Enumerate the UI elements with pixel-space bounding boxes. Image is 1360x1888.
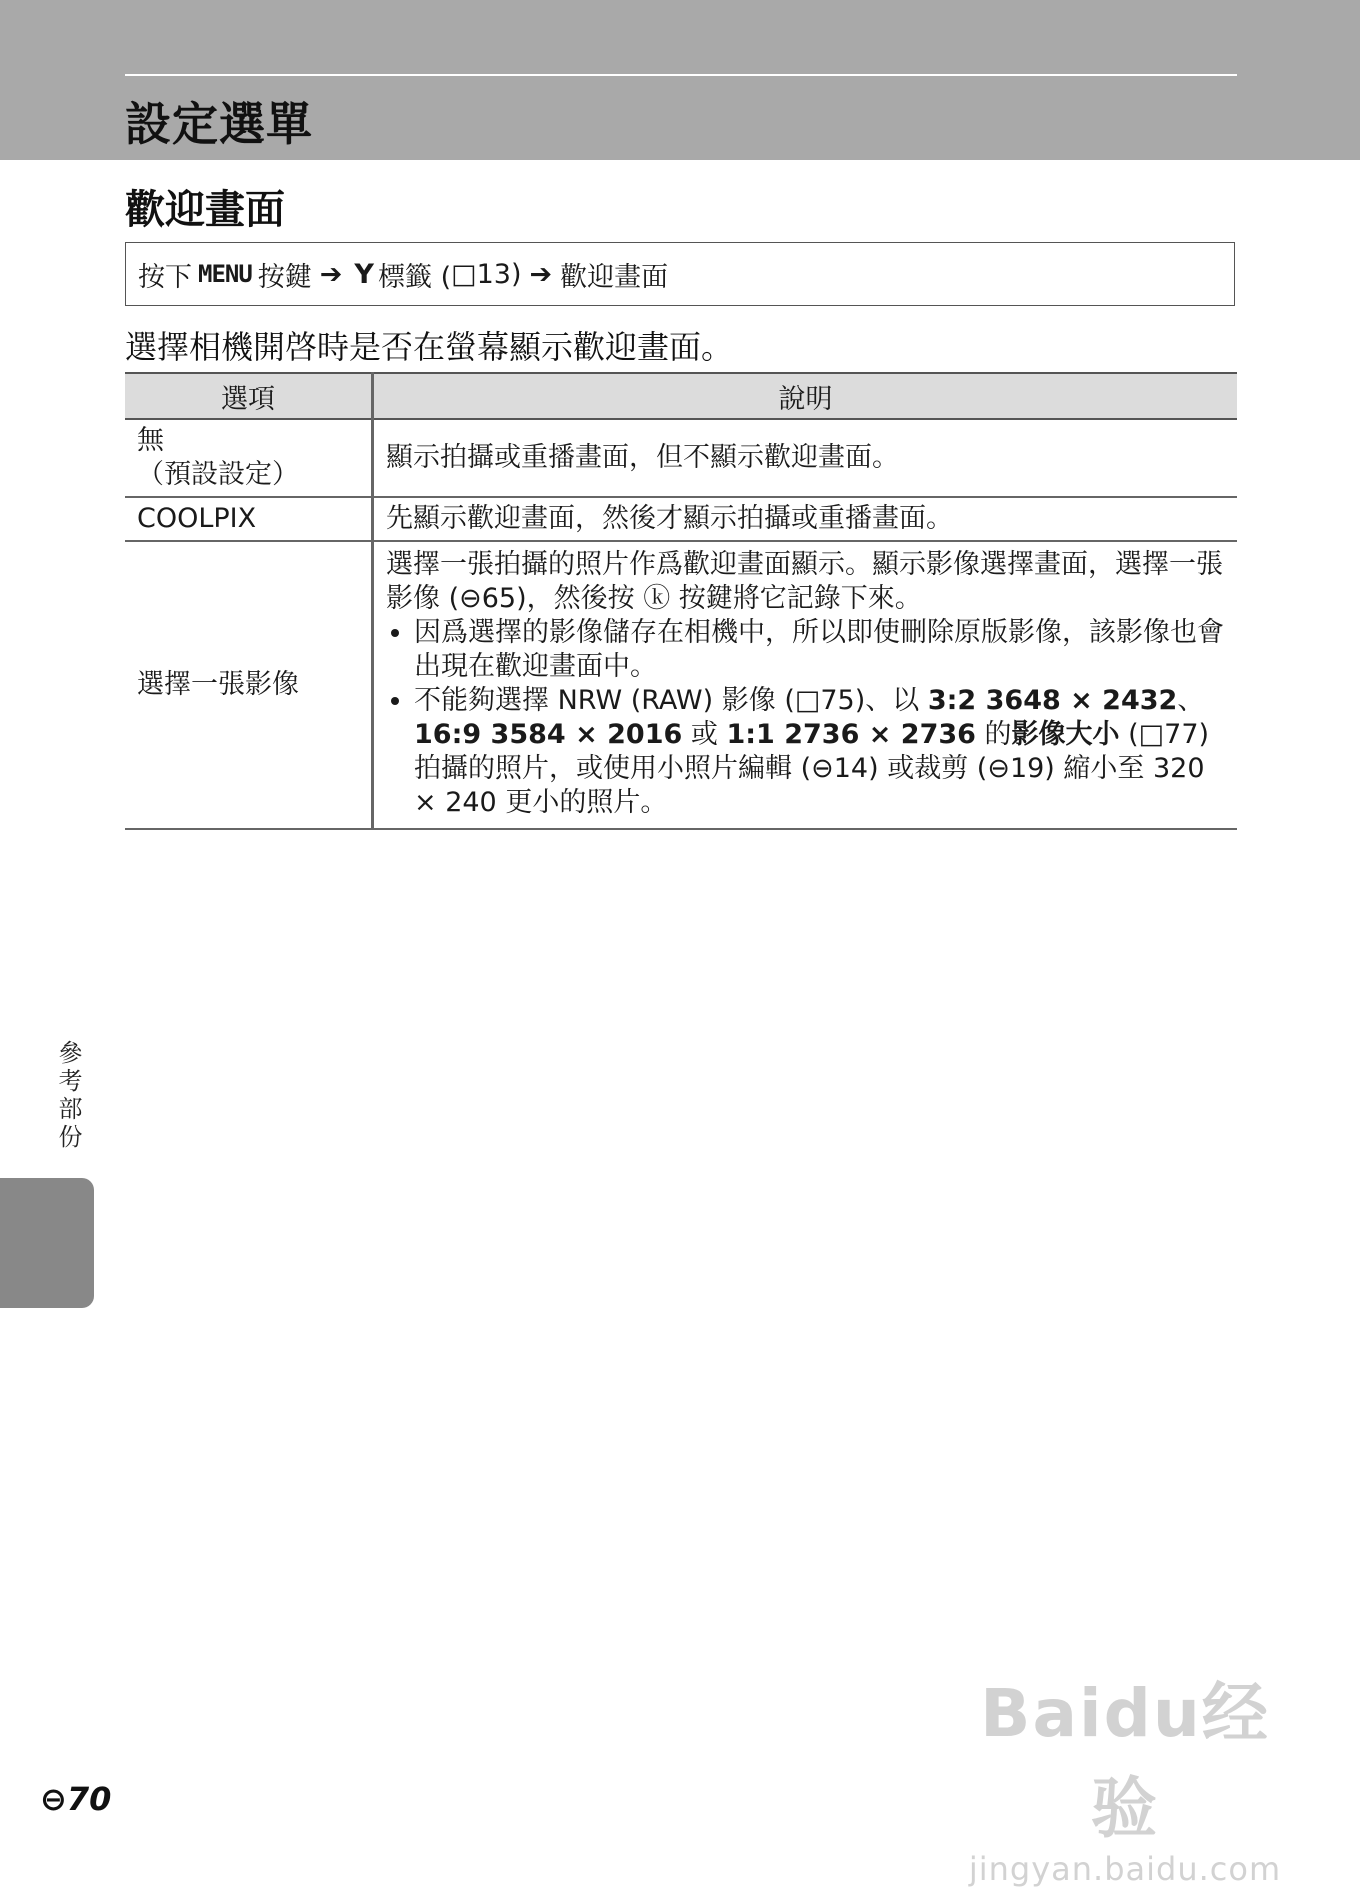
option-cell: 選擇一張影像 [125,541,373,829]
image-size-16-9: 16:9 3584 × 2016 [414,719,683,750]
column-header-description: 說明 [373,373,1238,419]
header-rule [125,74,1237,76]
list-item [414,684,1225,820]
chapter-title: 設定選單 [125,97,313,151]
nav-prefix: 按下 [138,261,192,293]
image-size-term: 影像大小 [1011,719,1120,750]
page-number: ⊖70 [40,1780,112,1818]
image-size-3-2: 3:2 3648 × 2432 [927,685,1178,716]
side-section-label: 參考部份 [54,1040,82,1152]
note-text: 不能夠選擇 NRW (RAW) 影像 (□75)、以 [414,685,928,716]
book-icon: □ [451,258,477,290]
nav-key-label: 按鍵 [257,261,312,293]
description-cell: 先顯示歡迎畫面，然後才顯示拍攝或重播畫面。 [373,497,1238,541]
nav-tab-label: 標籤 ( [377,261,452,293]
table-row [125,497,1237,541]
note-text: 或 [682,719,727,750]
option-note: （預設設定） [137,459,299,490]
option-cell [125,419,373,497]
section-title: 歡迎畫面 [125,187,285,233]
option-cell: COOLPIX [125,497,373,541]
column-header-option: 選項 [125,373,373,419]
description-cell: 顯示拍攝或重播畫面，但不顯示歡迎畫面。 [373,419,1238,497]
nav-target: 歡迎畫面 [560,261,669,293]
note-text: 的 [975,719,1012,750]
description-text: 選擇一張拍攝的照片作爲歡迎畫面顯示。顯示影像選擇畫面，選擇一張影像 (⊖65)，然後按 ⓚ 按鍵將它記錄下來。 [386,549,1223,614]
image-size-1-1: 1:1 2736 × 2736 [726,719,976,750]
watermark [965,1660,1285,1888]
list-item: • 因爲選擇的影像儲存在相機中，所以即使刪除原版影像，該影像也會出現在歡迎畫面中。 [414,616,1225,684]
nav-page-ref: 13) [476,258,522,290]
table-header-row [125,373,1237,419]
option-name: 無 [137,425,164,456]
navigation-path-box [125,242,1235,306]
watermark-logo: Baidu经验 [980,1675,1270,1847]
description-cell [373,541,1238,829]
menu-button-icon: MENU [198,260,252,288]
notes-list [386,616,1225,820]
intro-text: 選擇相機開啓時是否在螢幕顯示歡迎畫面。 [125,328,734,366]
options-table [125,372,1237,830]
watermark-url: jingyan.baidu.com [968,1850,1282,1888]
arrow-right-icon: ➔ [529,258,553,290]
side-tab-marker [0,1178,94,1308]
note-text: 、 [1177,685,1205,716]
table-row [125,419,1237,497]
table-row [125,541,1237,829]
arrow-right-icon: ➔ [319,258,343,290]
wrench-icon: Y [354,258,374,290]
note-text: (□77) 拍攝的照片，或使用小照片編輯 (⊖14) 或裁剪 (⊖19) 縮小至 320 × 240 更小的照片。 [414,719,1210,818]
